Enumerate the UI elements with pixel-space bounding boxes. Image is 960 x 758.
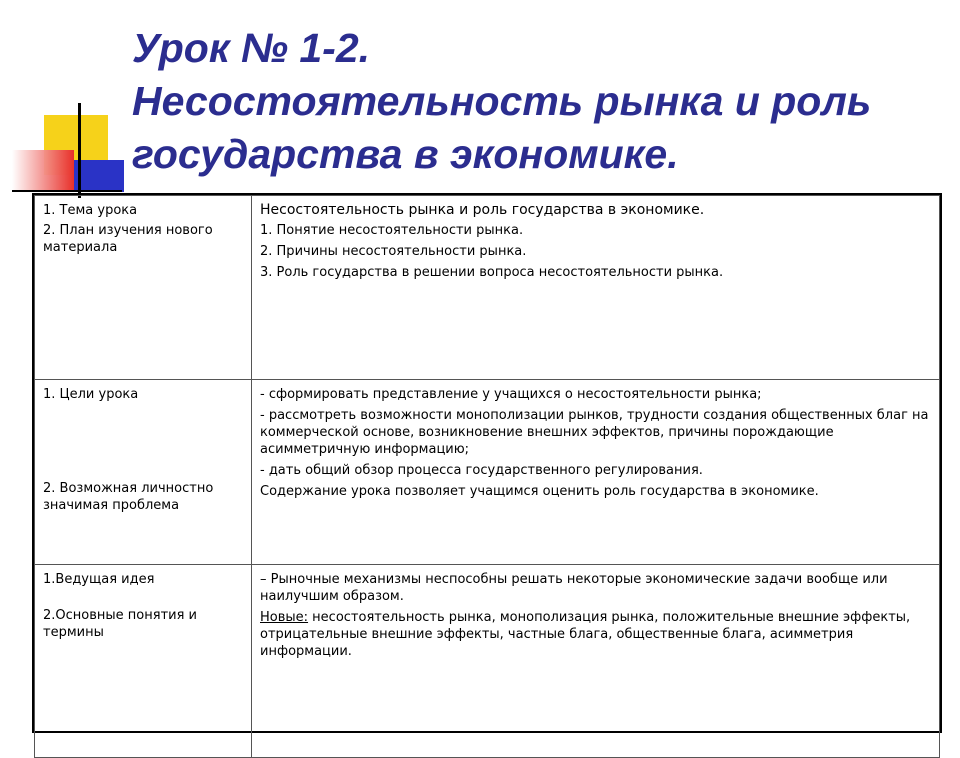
row-3-left-cell bbox=[35, 565, 252, 758]
concepts-text bbox=[260, 609, 931, 660]
plan-item: 3. Роль государства в решении вопроса несостоятельности рынка. bbox=[260, 265, 724, 280]
new-terms-list: несостоятельность рынка, монополизация рынка, положительные внешние эффекты, отрицательные внешние эффекты, частные блага, общественные блага, асимметрия информации. bbox=[260, 610, 911, 659]
plan-label: 2. План изучения нового материала bbox=[43, 223, 213, 255]
table-row bbox=[35, 196, 940, 380]
new-terms-label: Новые: bbox=[260, 610, 309, 625]
row-2-left-cell bbox=[35, 380, 252, 565]
problem-text: Содержание урока позволяет учащимся оценить роль государства в экономике. bbox=[260, 484, 819, 499]
topic-heading: Несостоятельность рынка и роль государства в экономике. bbox=[260, 202, 705, 218]
row-1-left-cell bbox=[35, 196, 252, 380]
problem-label: 2. Возможная личностно значимая проблема bbox=[43, 481, 214, 513]
title-line-2: Несостоятельность рынка и роль bbox=[132, 78, 872, 124]
goal-item: - рассмотреть возможности монополизации рынков, трудности создания общественных благ на коммерческой основе, возникновение внешних эффектов, причины порождающие асимметричную информацию; bbox=[260, 408, 929, 457]
main-idea-text: – Рыночные механизмы неспособны решать некоторые экономические задачи вообще или наилучшим образом. bbox=[260, 572, 888, 604]
decorative-horizontal-line bbox=[12, 190, 122, 192]
table-row bbox=[35, 565, 940, 758]
main-idea-label: 1.Ведущая идея bbox=[43, 572, 155, 587]
decorative-blue-square bbox=[74, 160, 124, 192]
goals-label: 1. Цели урока bbox=[43, 387, 139, 402]
plan-item: 2. Причины несостоятельности рынка. bbox=[260, 244, 527, 259]
goal-item: - дать общий обзор процесса государственного регулирования. bbox=[260, 463, 703, 478]
row-1-right-cell bbox=[252, 196, 940, 380]
row-3-right-cell bbox=[252, 565, 940, 758]
topic-label: 1. Тема урока bbox=[43, 203, 138, 218]
decorative-red-square bbox=[12, 150, 74, 190]
title-line-3: государства в экономике. bbox=[132, 131, 679, 177]
table-row bbox=[35, 380, 940, 565]
row-2-right-cell bbox=[252, 380, 940, 565]
decorative-vertical-line bbox=[78, 103, 81, 198]
slide-title bbox=[132, 22, 932, 181]
concepts-label: 2.Основные понятия и термины bbox=[43, 608, 197, 640]
plan-item: 1. Понятие несостоятельности рынка. bbox=[260, 223, 524, 238]
lesson-plan-table bbox=[32, 193, 942, 733]
title-line-1: Урок № 1-2. bbox=[132, 25, 371, 71]
goal-item: - сформировать представление у учащихся о несостоятельности рынка; bbox=[260, 387, 762, 402]
